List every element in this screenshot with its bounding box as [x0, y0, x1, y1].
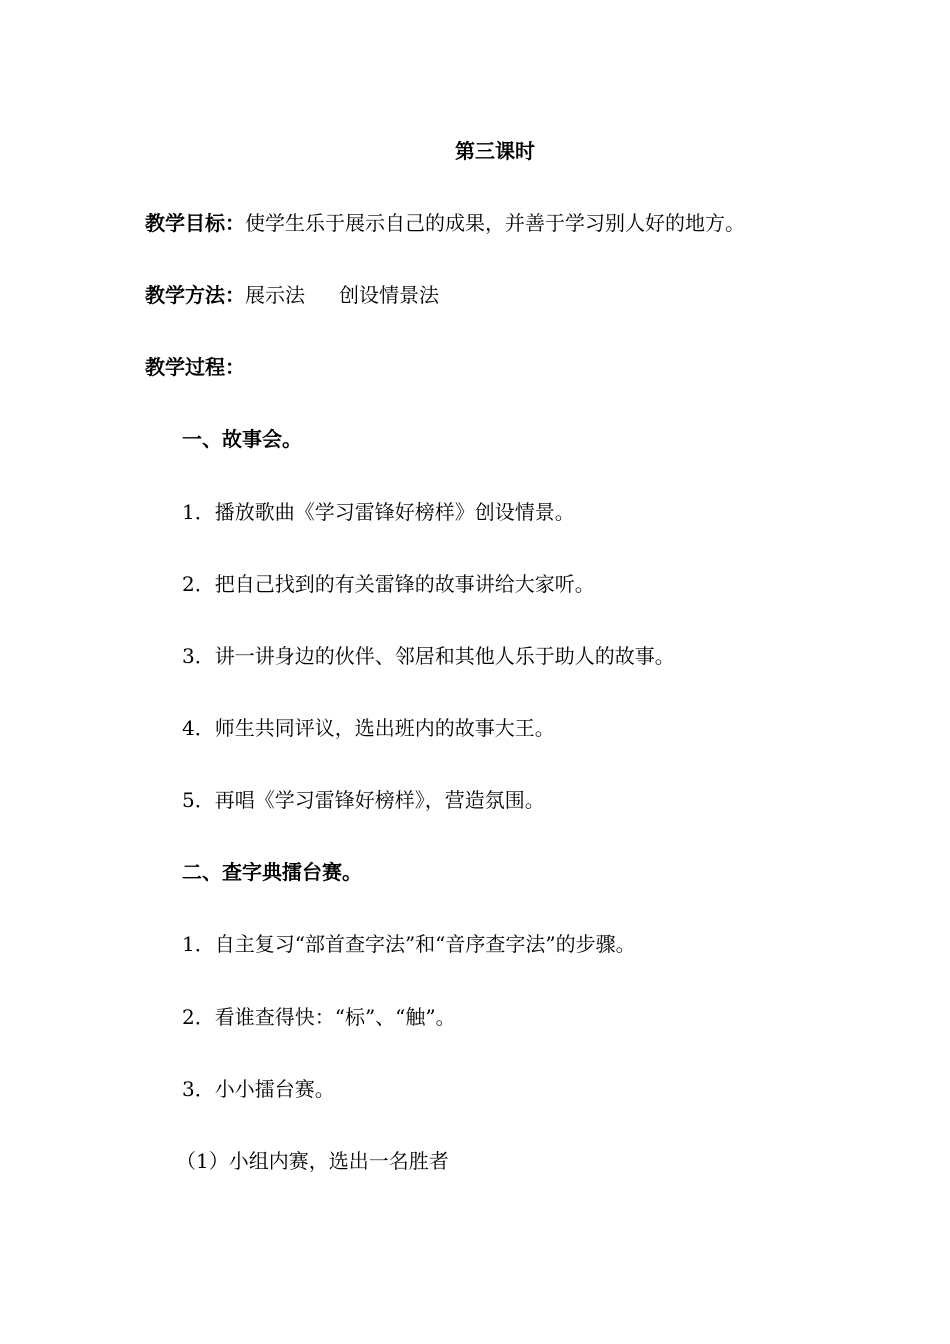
- objective-label: 教学目标：: [145, 211, 245, 235]
- method-item-2: 创设情景法: [339, 283, 439, 307]
- list-item: 2．看谁查得快：“标”、“触”。: [182, 1005, 456, 1029]
- list-item: 1．播放歌曲《学习雷锋好榜样》创设情景。: [182, 500, 575, 524]
- list-item: 4．师生共同评议，选出班内的故事大王。: [182, 716, 555, 740]
- sub-list-item: （1）小组内赛，选出一名胜者: [176, 1149, 449, 1173]
- method-item-1: 展示法: [245, 283, 305, 307]
- list-item: 5．再唱《学习雷锋好榜样》，营造氛围。: [182, 788, 545, 812]
- method-line: [145, 281, 439, 309]
- list-item: 2．把自己找到的有关雷锋的故事讲给大家听。: [182, 572, 595, 596]
- method-label: 教学方法：: [145, 283, 245, 307]
- list-item: 3．讲一讲身边的伙伴、邻居和其他人乐于助人的故事。: [182, 644, 675, 668]
- section-heading-2: 二、查字典擂台赛。: [182, 860, 362, 884]
- process-label: 教学过程：: [145, 355, 245, 379]
- list-item: 1．自主复习“部首查字法”和“音序查字法”的步骤。: [182, 932, 636, 956]
- list-item: 3．小小擂台赛。: [182, 1077, 335, 1101]
- objective-text: 使学生乐于展示自己的成果，并善于学习别人好的地方。: [245, 211, 745, 235]
- section-heading-1: 一、故事会。: [182, 427, 302, 451]
- page-title: 第三课时: [455, 139, 535, 163]
- objective-line: [145, 209, 745, 237]
